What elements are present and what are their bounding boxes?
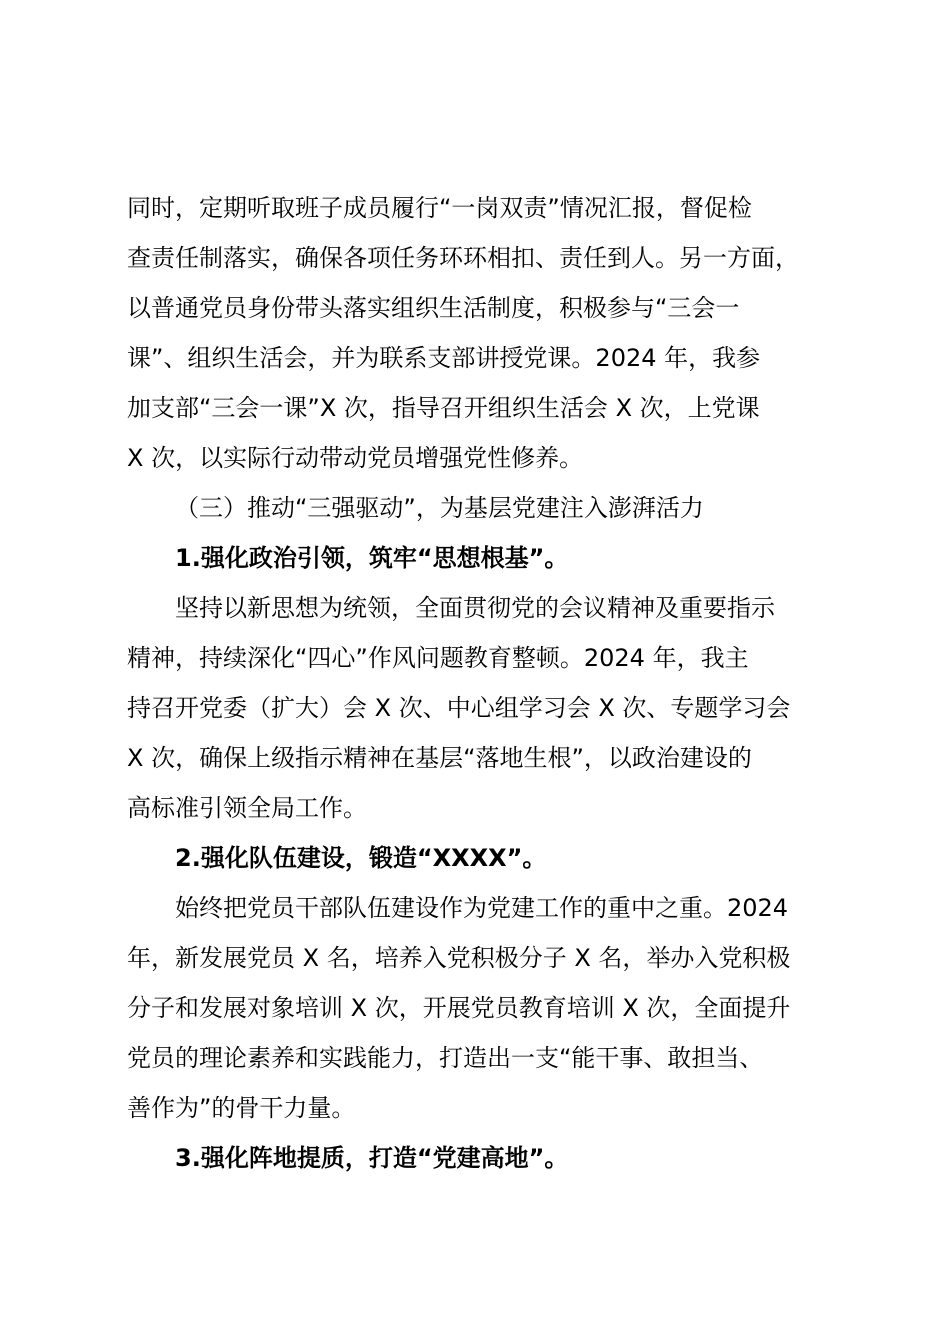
paragraph-line: 精神，持续深化“四心”作风问题教育整顿。2024 年，我主 (127, 644, 749, 672)
paragraph-line: 高标准引领全局工作。 (127, 794, 367, 822)
paragraph-line: 坚持以新思想为统领，全面贯彻党的会议精神及重要指示 (175, 594, 775, 622)
paragraph-line: 同时，定期听取班子成员履行“一岗双责”情况汇报，督促检 (127, 194, 752, 222)
paragraph-line: 分子和发展对象培训 X 次，开展党员教育培训 X 次，全面提升 (127, 994, 791, 1022)
section-heading: （三）推动“三强驱动”，为基层党建注入澎湃活力 (175, 494, 704, 522)
subsection-heading: 1.强化政治引领，筑牢“思想根基”。 (175, 544, 569, 572)
paragraph-line: 年，新发展党员 X 名，培养入党积极分子 X 名，举办入党积极 (127, 944, 791, 972)
paragraph-line: 持召开党委（扩大）会 X 次、中心组学习会 X 次、专题学习会 (127, 694, 791, 722)
paragraph-line: 善作为”的骨干力量。 (127, 1094, 356, 1122)
document-body (127, 183, 837, 1183)
paragraph-line: 查责任制落实，确保各项任务环环相扣、责任到人。另一方面， (127, 244, 799, 272)
paragraph-line: 党员的理论素养和实践能力，打造出一支“能干事、敢担当、 (127, 1044, 764, 1072)
paragraph-line: 加支部“三会一课”X 次，指导召开组织生活会 X 次，上党课 (127, 394, 760, 422)
paragraph-line: 课”、组织生活会，并为联系支部讲授党课。2024 年，我参 (127, 344, 761, 372)
paragraph-line: 始终把党员干部队伍建设作为党建工作的重中之重。2024 (175, 894, 789, 922)
paragraph-line: 以普通党员身份带头落实组织生活制度，积极参与“三会一 (127, 294, 740, 322)
paragraph-line: X 次，确保上级指示精神在基层“落地生根”，以政治建设的 (127, 744, 752, 772)
paragraph-line: X 次，以实际行动带动党员增强党性修养。 (127, 444, 584, 472)
subsection-heading: 2.强化队伍建设，锻造“XXXX”。 (175, 844, 547, 872)
subsection-heading: 3.强化阵地提质，打造“党建高地”。 (175, 1144, 569, 1172)
